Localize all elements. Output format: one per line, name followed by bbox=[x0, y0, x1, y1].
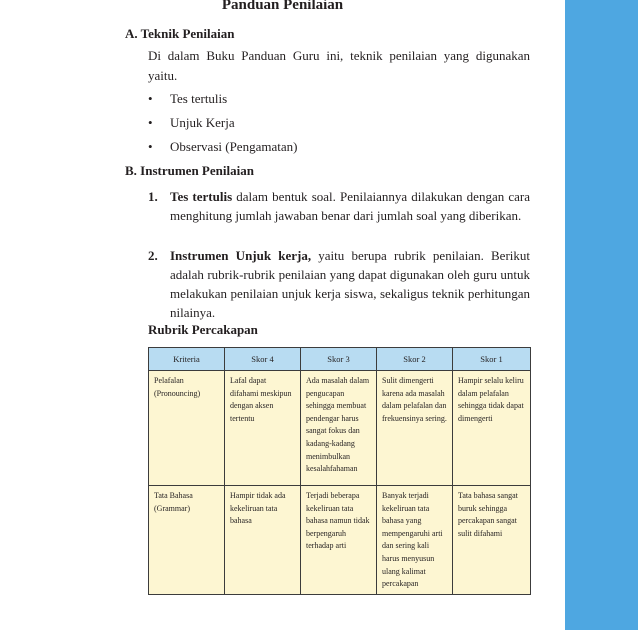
table-row bbox=[149, 486, 531, 595]
section-b-heading: B. Instrumen Penilaian bbox=[125, 163, 254, 178]
table-header-row bbox=[149, 348, 531, 371]
page-title: Panduan Penilaian bbox=[221, 0, 344, 13]
table-header-cell: Skor 2 bbox=[377, 348, 453, 371]
section-a-intro: Di dalam Buku Panduan Guru ini, teknik penilaian yang digunakan yaitu. bbox=[148, 48, 530, 83]
table-header-cell: Kriteria bbox=[149, 348, 225, 371]
list-item: • Tes tertulis bbox=[148, 91, 228, 106]
numbered-item: 1. Tes tertulis dalam bentuk soal. Penilaiannya dilakukan dengan cara menghitung jumlah jawaban benar dari jumlah soal yang diberikan. bbox=[148, 189, 530, 223]
numbered-item: 2. Instrumen Unjuk kerja, yaitu berupa rubrik penilaian. Berikut adalah rubrik-rubrik penilaian yang dapat digunakan oleh guru untuk melakukan penilaian unjuk kerja siswa, sekaligus teknik perhitungan nilainya. bbox=[148, 248, 530, 320]
rubric-title: Rubrik Percakapan bbox=[148, 322, 258, 337]
table-cell: Hampir selalu keliru dalam pelafalan sehingga tidak dapat dimengerti bbox=[453, 371, 531, 486]
table-cell: Banyak terjadi kekeliruan tata bahasa yang mempengaruhi arti dan sering kali harus menyusun ulang kalimat percakapan bbox=[377, 486, 453, 595]
table-cell: Hampir tidak ada kekeliruan tata bahasa bbox=[225, 486, 301, 595]
side-color-bar bbox=[565, 0, 638, 630]
table-cell: Tata bahasa sangat buruk sehingga percakapan sangat sulit difahami bbox=[453, 486, 531, 595]
table-row bbox=[149, 371, 531, 486]
table-header-cell: Skor 4 bbox=[225, 348, 301, 371]
table-header-cell: Skor 1 bbox=[453, 348, 531, 371]
section-a-heading: A. Teknik Penilaian bbox=[125, 26, 235, 41]
table-cell: Pelafalan (Pronouncing) bbox=[149, 371, 225, 486]
list-item: • Observasi (Pengamatan) bbox=[148, 139, 298, 154]
table-cell: Ada masalah dalam pengucapan sehingga membuat pendengar harus sangat fokus dan kadang-kadang menimbulkan kesalahfahaman bbox=[301, 371, 377, 486]
table-cell: Sulit dimengerti karena ada masalah dalam pelafalan dan frekuensinya sering. bbox=[377, 371, 453, 486]
table-header-cell: Skor 3 bbox=[301, 348, 377, 371]
table-cell: Lafal dapat difahami meskipun dengan aksen tertentu bbox=[225, 371, 301, 486]
table-cell: Tata Bahasa (Grammar) bbox=[149, 486, 225, 595]
table-cell: Terjadi beberapa kekeliruan tata bahasa namun tidak berpengaruh terhadap arti bbox=[301, 486, 377, 595]
list-item: • Unjuk Kerja bbox=[148, 115, 235, 130]
rubric-table bbox=[148, 347, 531, 595]
